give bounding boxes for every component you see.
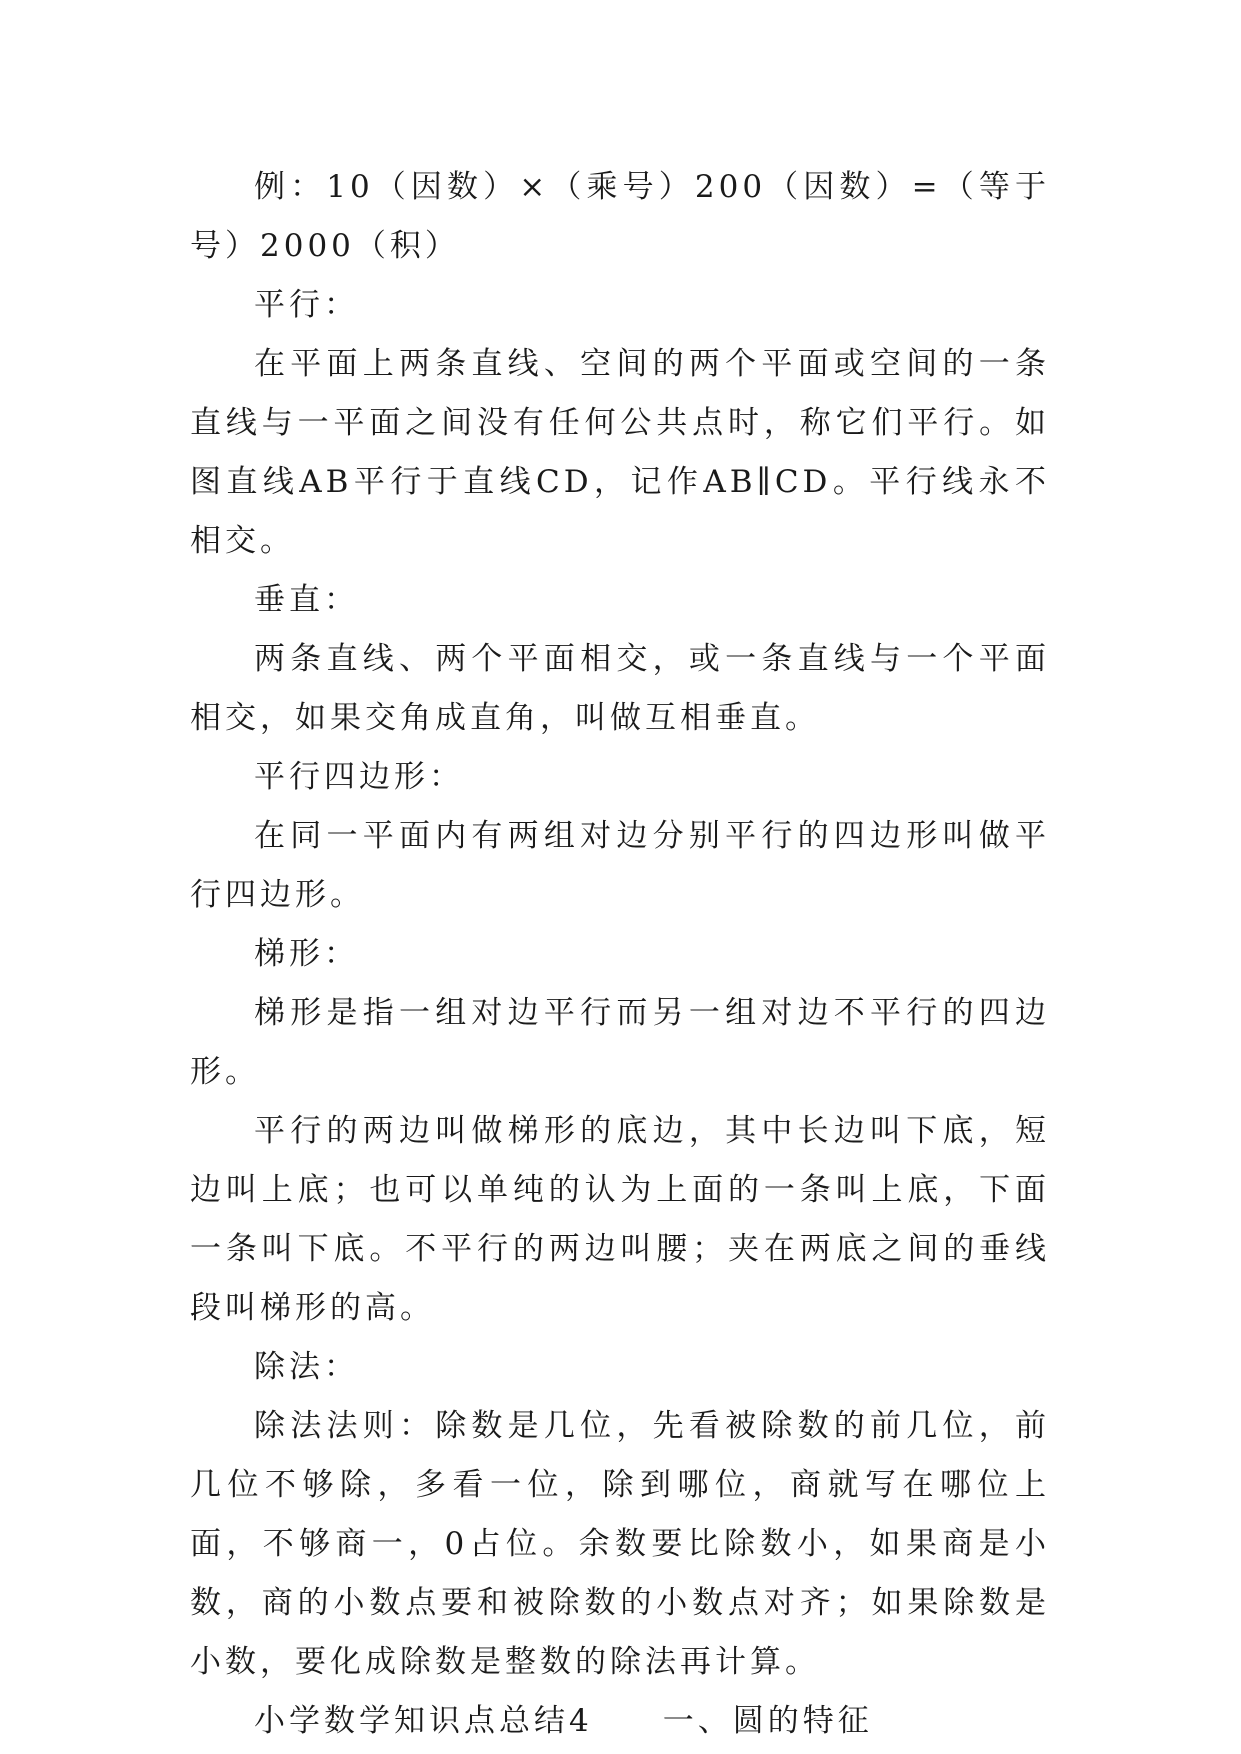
parallelogram-definition-paragraph: 在同一平面内有两组对边分别平行的四边形叫做平行四边形。 [190, 818, 1050, 913]
heading-parallelogram: 平行四边形： [254, 759, 464, 795]
trapezoid-details-paragraph: 平行的两边叫做梯形的底边，其中长边叫下底，短边叫上底；也可以单纯的认为上面的一条叫上底，下面一条叫下底。不平行的两边叫腰；夹在两底之间的垂线段叫梯形的高。 [190, 1113, 1050, 1326]
division-rule-paragraph: 除法法则：除数是几位，先看被除数的前几位，前几位不够除，多看一位，除到哪位，商就写在哪位上面，不够商一，0占位。余数要比除数小，如果商是小数，商的小数点要和被除数的小数点对齐；如果除数是小数，要化成除数是整数的除法再计算。 [190, 1408, 1050, 1680]
heading-trapezoid: 梯形： [254, 936, 359, 972]
parallel-definition-paragraph: 在平面上两条直线、空间的两个平面或空间的一条直线与一平面之间没有任何公共点时，称它们平行。如图直线AB平行于直线CD，记作AB∥CD。平行线永不相交。 [190, 346, 1050, 559]
heading-parallel: 平行： [254, 287, 359, 323]
document-body [190, 158, 1050, 1751]
heading-perpendicular: 垂直： [254, 582, 359, 618]
perpendicular-definition-paragraph: 两条直线、两个平面相交，或一条直线与一个平面相交，如果交角成直角，叫做互相垂直。 [190, 641, 1050, 736]
section-title-circle: 小学数学知识点总结4 一、圆的特征 [254, 1703, 873, 1739]
example-multiplication-paragraph: 例：10（因数）×（乘号）200（因数）=（等于号）2000（积） [190, 169, 1050, 264]
heading-division: 除法： [254, 1349, 359, 1385]
trapezoid-definition-paragraph: 梯形是指一组对边平行而另一组对边不平行的四边形。 [190, 995, 1050, 1090]
